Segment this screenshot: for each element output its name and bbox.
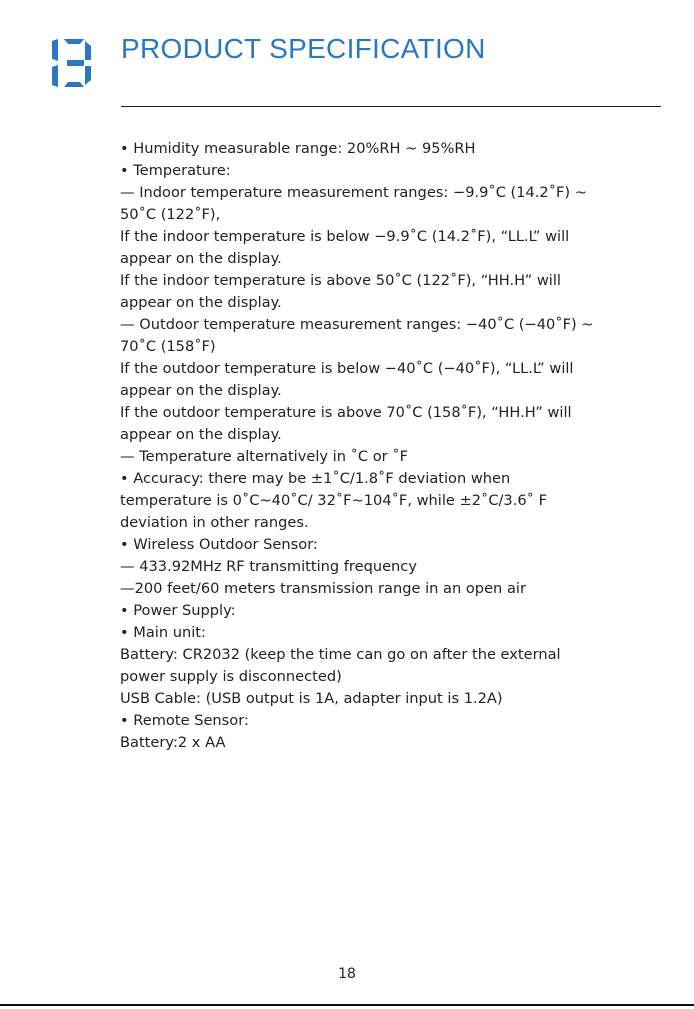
spec-line: appear on the display. <box>120 426 282 443</box>
title-divider <box>121 106 661 107</box>
spec-line: 70˚C (158˚F) <box>120 338 216 355</box>
spec-line: —200 feet/60 meters transmission range in an open air <box>120 580 526 597</box>
spec-line: • Remote Sensor: <box>120 712 249 729</box>
spec-line: • Humidity measurable range: 20%RH ~ 95%RH <box>120 140 476 157</box>
spec-line: If the outdoor temperature is below −40˚C (−40˚F), “LL.L” will <box>120 360 574 377</box>
spec-line: appear on the display. <box>120 294 282 311</box>
spec-line: — Temperature alternatively in ˚C or ˚F <box>120 448 408 465</box>
spec-line: appear on the display. <box>120 250 282 267</box>
spec-line: Battery:2 x AA <box>120 734 226 751</box>
spec-line: Battery: CR2032 (keep the time can go on after the external <box>120 646 561 663</box>
page-number: 18 <box>338 966 356 982</box>
page-title: PRODUCT SPECIFICATION <box>121 33 486 64</box>
spec-line: temperature is 0˚C~40˚C/ 32˚F~104˚F, while ±2˚C/3.6˚ F <box>120 492 547 509</box>
page-bottom-border <box>0 1004 694 1006</box>
spec-line: If the indoor temperature is below −9.9˚C (14.2˚F), “LL.L” will <box>120 228 570 245</box>
spec-line: 50˚C (122˚F), <box>120 206 221 223</box>
seven-segment-digit-13-icon <box>50 38 92 88</box>
spec-line: • Temperature: <box>120 162 231 179</box>
spec-line: If the outdoor temperature is above 70˚C (158˚F), “HH.H” will <box>120 404 572 421</box>
spec-line: — Outdoor temperature measurement ranges: −40˚C (−40˚F) ~ <box>120 316 594 333</box>
spec-line: USB Cable: (USB output is 1A, adapter input is 1.2A) <box>120 690 503 707</box>
specification-text <box>120 138 665 754</box>
spec-line: appear on the display. <box>120 382 282 399</box>
spec-line: — Indoor temperature measurement ranges: −9.9˚C (14.2˚F) ~ <box>120 184 587 201</box>
spec-line: • Main unit: <box>120 624 206 641</box>
spec-line: • Wireless Outdoor Sensor: <box>120 536 318 553</box>
spec-line: • Accuracy: there may be ±1˚C/1.8˚F deviation when <box>120 470 511 487</box>
spec-line: — 433.92MHz RF transmitting frequency <box>120 558 417 575</box>
spec-line: power supply is disconnected) <box>120 668 342 685</box>
spec-line: If the indoor temperature is above 50˚C (122˚F), “HH.H” will <box>120 272 561 289</box>
spec-line: deviation in other ranges. <box>120 514 309 531</box>
spec-line: • Power Supply: <box>120 602 236 619</box>
